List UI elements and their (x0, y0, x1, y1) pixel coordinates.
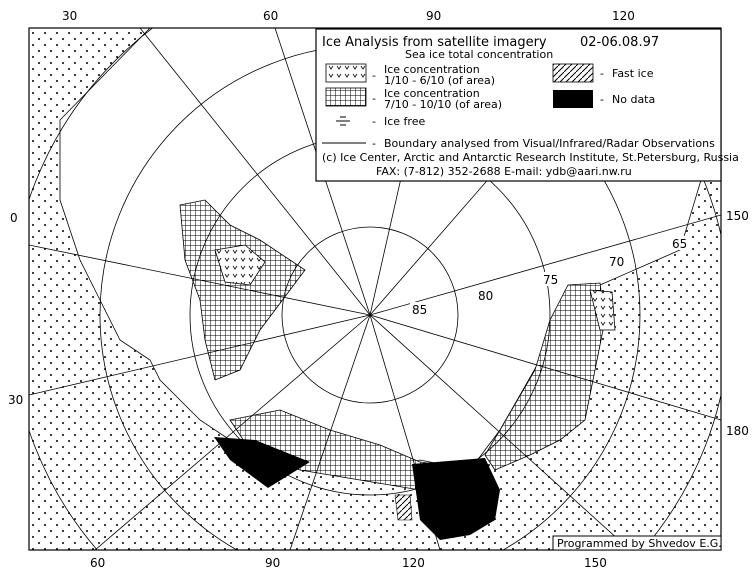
legend-dash-1: - (372, 69, 376, 82)
legend-dash-3: - (600, 67, 604, 80)
legend-subtitle: Sea ice total concentration (405, 48, 554, 61)
fast-ice-label: Fast ice (612, 67, 654, 80)
lat-label-75: 75 (543, 273, 559, 287)
lat-label-65: 65 (672, 237, 688, 251)
high-concentration-label-1: Ice concentration (384, 87, 480, 100)
fast-ice-zone (395, 495, 412, 520)
lon-label-bottom-4: 150 (584, 556, 607, 570)
lon-label-left-2: 30 (8, 393, 24, 407)
ice-free-label: Ice free (384, 115, 426, 128)
low-concentration-label-1: Ice concentration (384, 63, 480, 76)
programmer-credit: Programmed by Shvedov E.G. (557, 537, 722, 550)
boundary-label: Boundary analysed from Visual/Infrared/Radar Observations (384, 137, 715, 150)
lon-label-bottom-1: 60 (90, 556, 106, 570)
legend-dash-5: - (372, 115, 376, 128)
legend-title: Ice Analysis from satellite imagery (322, 35, 547, 50)
lon-label-left-1: 0 (10, 211, 18, 225)
no-data-swatch (553, 90, 593, 108)
lon-label-bottom-3: 120 (402, 556, 425, 570)
lon-label-top-1: 30 (62, 9, 78, 23)
legend-dash-2: - (372, 92, 376, 105)
lon-label-top-3: 90 (426, 9, 442, 23)
credit-text: (c) Ice Center, Arctic and Antarctic Research Institute, St.Petersburg, Russia (322, 151, 739, 164)
low-concentration-label-2: 1/10 - 6/10 (of area) (384, 74, 496, 87)
legend-dates: 02-06.08.97 (580, 35, 660, 50)
lat-label-70: 70 (609, 255, 625, 269)
contact-text: FAX: (7-812) 352-2688 E-mail: ydb@aari.nw.ru (376, 165, 632, 178)
legend-panel (316, 29, 739, 181)
legend-dash-4: - (600, 93, 604, 106)
no-data-label: No data (612, 93, 656, 106)
lat-label-80: 80 (478, 289, 494, 303)
lon-label-right-2: 180 (726, 424, 749, 438)
low-concentration-swatch (326, 64, 366, 82)
legend-dash-6: - (372, 137, 376, 150)
lon-label-top-4: 120 (612, 9, 635, 23)
programmer-credit-box (553, 536, 722, 550)
fast-ice-swatch (553, 64, 593, 82)
lon-label-top-2: 60 (263, 9, 279, 23)
high-concentration-label-2: 7/10 - 10/10 (of area) (384, 98, 503, 111)
lat-label-85: 85 (412, 303, 428, 317)
lon-label-right-1: 150 (726, 209, 749, 223)
high-concentration-swatch (326, 88, 366, 106)
lon-label-bottom-2: 90 (265, 556, 281, 570)
